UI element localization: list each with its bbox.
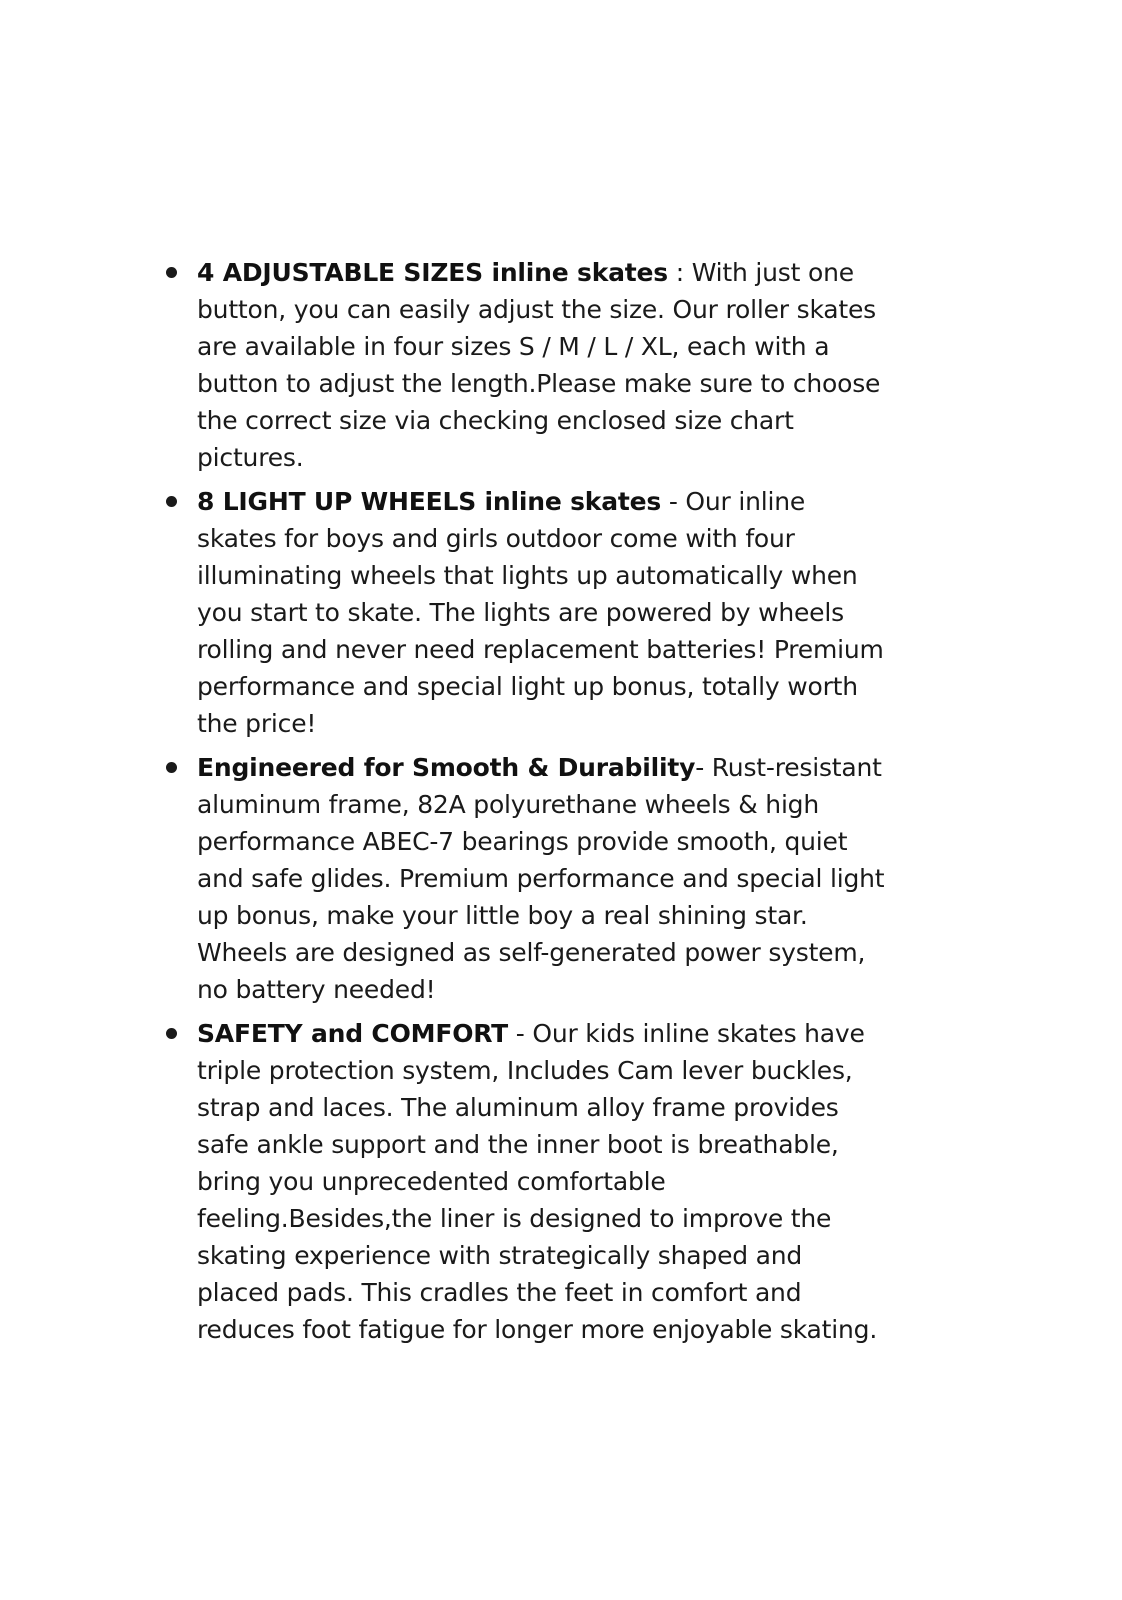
feature-text: - Rust-resistant aluminum frame, 82A polyurethane wheels & high performance ABEC-7 bearings provide smooth, quiet and safe glides. Premium performance and special light up bonus, make your little boy a real shining star. Wheels are designed as self-generated power system, no battery needed! bbox=[197, 753, 885, 1004]
feature-text: - Our kids inline skates have triple protection system, Includes Cam lever buckles, strap and laces. The aluminum alloy frame provides safe ankle support and the inner boot is breathable, bring you unprecedented comfortable feeling.Besides,the liner is designed to improve the skating experience with strategically shaped and placed pads. This cradles the feet in comfort and reduces foot fatigue for longer more enjoyable skating. bbox=[197, 1019, 878, 1344]
list-item bbox=[166, 254, 886, 476]
list-item bbox=[166, 1015, 886, 1348]
list-item bbox=[166, 483, 886, 742]
feature-title: SAFETY and COMFORT bbox=[197, 1019, 509, 1048]
feature-title: 8 LIGHT UP WHEELS inline skates bbox=[197, 487, 662, 516]
feature-text: : With just one button, you can easily adjust the size. Our roller skates are available in four sizes S / M / L / XL, each with a button to adjust the length.Please make sure to choose the correct size via checking enclosed size chart pictures. bbox=[197, 258, 881, 472]
feature-title: Engineered for Smooth & Durability bbox=[197, 753, 696, 782]
feature-title: 4 ADJUSTABLE SIZES inline skates bbox=[197, 258, 668, 287]
bullet-icon bbox=[166, 1028, 177, 1039]
bullet-icon bbox=[166, 496, 177, 507]
list-item bbox=[166, 749, 886, 1008]
feature-text: - Our inline skates for boys and girls outdoor come with four illuminating wheels that lights up automatically when you start to skate. The lights are powered by wheels rolling and never need replacement batteries! Premium performance and special light up bonus, totally worth the price! bbox=[197, 487, 884, 738]
bullet-icon bbox=[166, 267, 177, 278]
feature-bullet-list bbox=[166, 254, 886, 1355]
bullet-icon bbox=[166, 762, 177, 773]
